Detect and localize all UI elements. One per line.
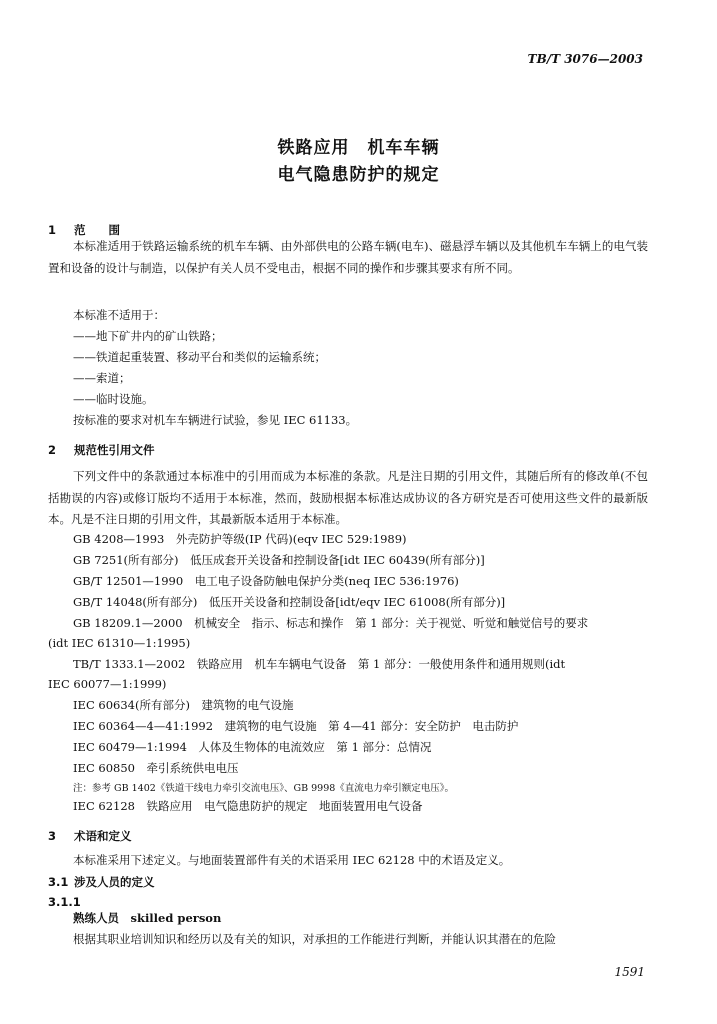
section-number: 1 <box>48 223 57 237</box>
list-item: ——索道； <box>73 371 131 385</box>
term-definition: 根据其职业培训知识和经历以及有关的知识，对承担的工作能进行判断，并能认识其潜在的危险 <box>73 932 556 946</box>
reference-item: IEC 60479—1:1994 人体及生物体的电流效应 第 1 部分：总情况 <box>73 740 432 754</box>
reference-item: GB/T 12501—1990 电工电子设备防触电保护分类(neq IEC 536:1976) <box>73 574 459 588</box>
title-line-1: 铁路应用 机车车辆 <box>277 138 440 158</box>
section-number: 2 <box>48 443 57 457</box>
subsection-3-1-1-number: 3.1.1 <box>48 895 81 909</box>
reference-item: IEC 60850 牵引系统供电电压 <box>73 761 239 775</box>
not-apply-line: 本标准不适用于： <box>73 308 165 322</box>
section-title: 范 围 <box>74 223 120 237</box>
subsection-number: 3.1 <box>48 875 69 889</box>
term-skilled-person: 熟练人员 skilled person <box>73 911 222 925</box>
section-title: 术语和定义 <box>74 829 132 843</box>
scope-paragraph: 本标准适用于铁路运输系统的机车车辆、由外部供电的公路车辆(电车)、磁悬浮车辆以及其他机车车辆上的电气装置和设备的设计与制造，以保护有关人员不受电击，根据不同的操作和步骤其要求有所不同。 <box>48 239 648 275</box>
list-item: ——铁道起重装置、移动平台和类似的运输系统； <box>73 350 326 364</box>
title-line-2: 电气隐患防护的规定 <box>277 165 440 185</box>
reference-item: GB/T 14048(所有部分) 低压开关设备和控制设备[idt/eqv IEC 61008(所有部分)] <box>73 595 506 609</box>
definitions-intro: 本标准采用下述定义。与地面装置部件有关的术语采用 IEC 62128 中的术语及定义。 <box>73 853 511 867</box>
page-number: 1591 <box>614 965 645 979</box>
list-item: ——地下矿井内的矿山铁路； <box>73 329 223 343</box>
reference-item: GB 4208—1993 外壳防护等级(IP 代码)(eqv IEC 529:1989) <box>73 532 407 546</box>
reference-note: 注：参考 GB 1402《铁道干线电力牵引交流电压》、GB 9998《直流电力牵引额定电压》。 <box>73 783 455 794</box>
section-number: 3 <box>48 829 57 843</box>
reference-item: IEC 60634(所有部分) 建筑物的电气设施 <box>73 698 294 712</box>
section-2-heading <box>48 442 155 458</box>
references-intro: 下列文件中的条款通过本标准中的引用而成为本标准的条款。凡是注日期的引用文件，其随后所有的修改单(不包括勘误的内容)或修订版均不适用于本标准，然而，鼓励根据本标准达成协议的各方研究是否可使用这些文件的最新版本。凡是不注日期的引用文件，其最新版本适用于本标准。 <box>48 469 648 526</box>
reference-item: IEC 60364—4—41:1992 建筑物的电气设施 第 4—41 部分：安全防护 电击防护 <box>73 719 519 733</box>
section-3-heading <box>48 828 132 844</box>
reference-item-continued: (idt IEC 61310—1:1995) <box>48 636 191 650</box>
test-note-line: 按标准的要求对机车车辆进行试验，参见 IEC 61133。 <box>73 413 358 427</box>
reference-item-continued: IEC 60077—1:1999) <box>48 677 167 691</box>
reference-item: IEC 62128 铁路应用 电气隐患防护的规定 地面装置用电气设备 <box>73 799 423 813</box>
document-code: TB/T 3076—2003 <box>527 52 643 66</box>
list-item: ——临时设施。 <box>73 392 154 406</box>
section-title: 规范性引用文件 <box>74 443 155 457</box>
subsection-title: 涉及人员的定义 <box>74 875 155 889</box>
subsection-3-1-heading <box>48 874 155 890</box>
reference-item: TB/T 1333.1—2002 铁路应用 机车车辆电气设备 第 1 部分：一般使用条件和通用规则(idt <box>73 657 566 671</box>
reference-item: GB 7251(所有部分) 低压成套开关设备和控制设备[idt IEC 60439(所有部分)] <box>73 553 485 567</box>
reference-item: GB 18209.1—2000 机械安全 指示、标志和操作 第 1 部分：关于视觉、听觉和触觉信号的要求 <box>73 616 589 630</box>
